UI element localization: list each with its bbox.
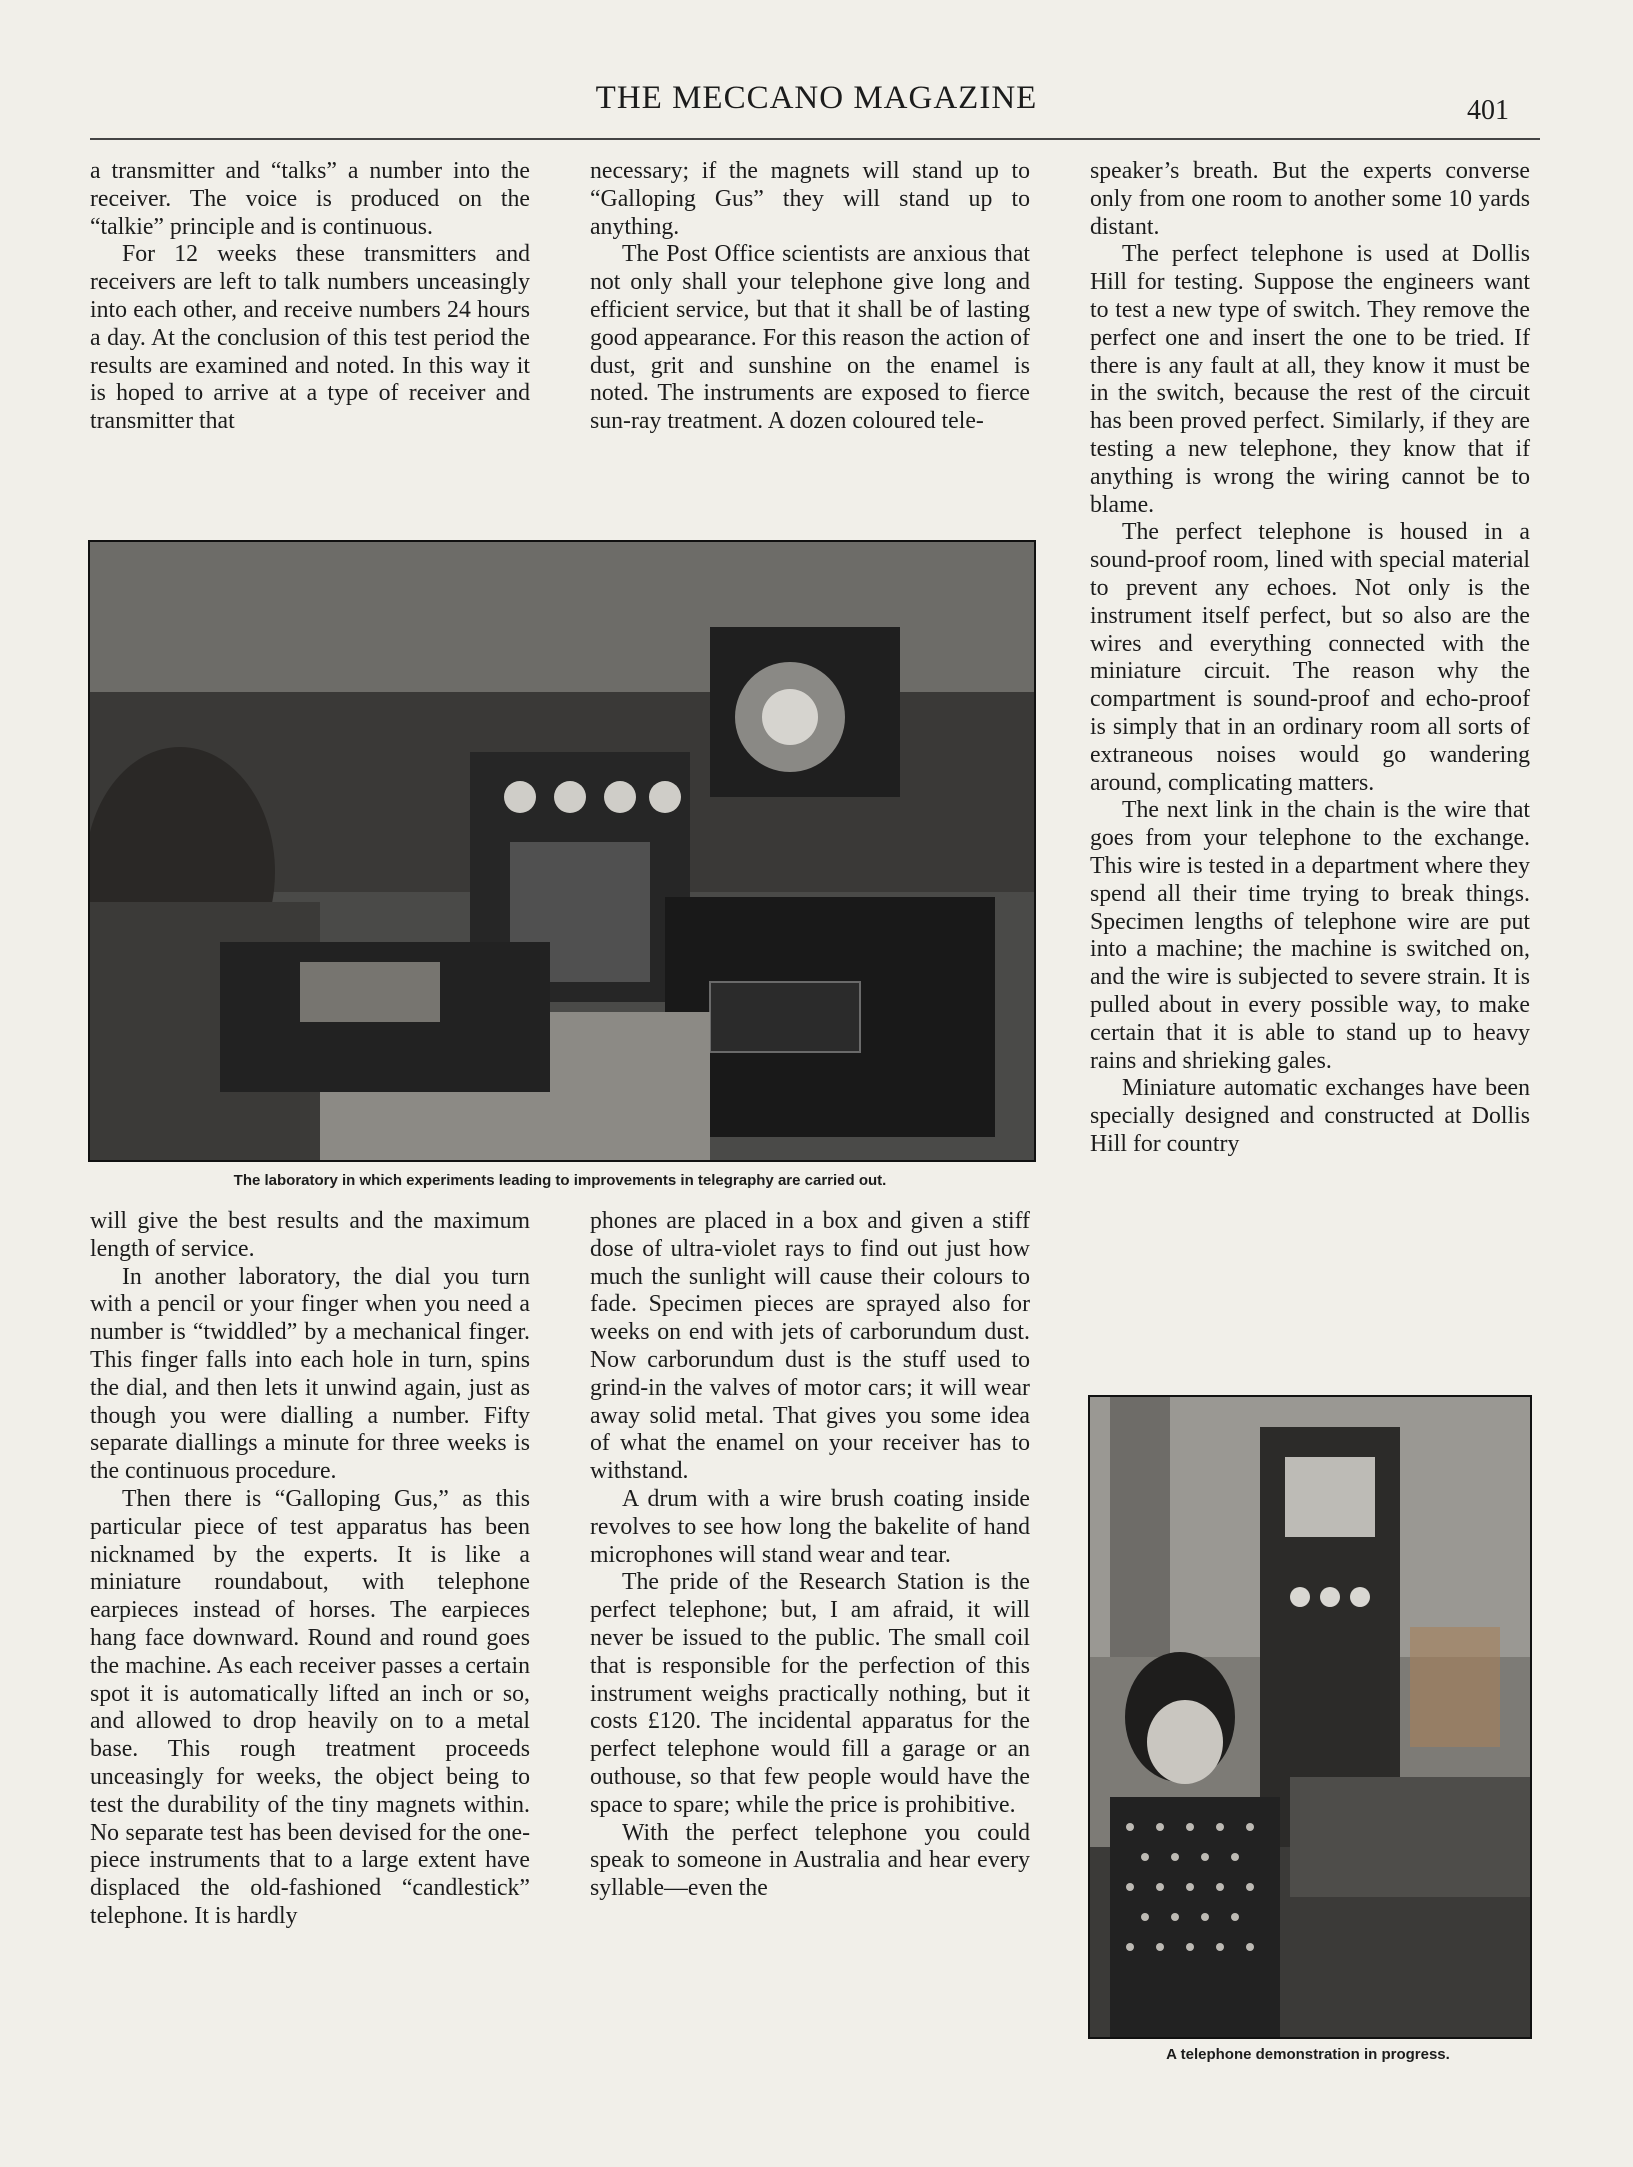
paragraph: The next link in the chain is the wire that goes from your telephone to the exchange. This wire is tested in a department where they spend all their time trying to break things. Specimen lengths of telephone wire are put into a machine; the machine is switched on, and the wire is subjected to severe strain. It is pulled about in every possible way, to make certain that it is able to stand up to heavy rains and shrieking gales. [1090, 797, 1530, 1074]
paragraph: The Post Office scientists are anxious that not only shall your telephone give long and efficient service, but that it shall be of lasting good appearance. For this reason the action of dust, grit and sunshine on the enamel is noted. The instruments are exposed to fierce sun-ray treatment. A dozen coloured tele- [590, 241, 1030, 435]
column-2-top [590, 158, 1030, 436]
paragraph: The pride of the Research Station is the perfect telephone; but, I am afraid, it will never be issued to the public. The small coil that is responsible for the perfection of this instrument weighs practically nothing, but it costs £120. The incidental apparatus for the perfect telephone would fill a garage or an outhouse, so that few people would have the space to spare; while the price is prohibitive. [590, 1569, 1030, 1818]
paragraph: will give the best results and the maximum length of service. [90, 1208, 530, 1262]
paragraph: Then there is “Galloping Gus,” as this particular piece of test apparatus has been nicknamed by the experts. It is like a miniature roundabout, with telephone earpieces instead of horses. The earpieces hang face downward. Round and round goes the machine. As each receiver passes a certain spot it is automatically lifted an inch or so, and allowed to drop heavily on to a metal base. This rough treatment proceeds unceasingly for weeks, the object being to test the durability of the tiny magnets within. No separate test has been devised for the one-piece instruments that to a large extent have displaced the old-fashioned “candlestick” telephone. It is hardly [90, 1485, 530, 1929]
telephone-demonstration-photo [1088, 1395, 1532, 2039]
demonstration-photo-graphic [1090, 1397, 1530, 2037]
page-number: 401 [1467, 95, 1509, 126]
column-2-bottom [590, 1208, 1030, 1903]
paragraph: phones are placed in a box and given a stiff dose of ultra-violet rays to find out just how much the sunlight will cause their colours to fade. Specimen pieces are sprayed also for weeks on end with jets of carborundum dust. Now carborundum dust is the stuff used to grind-in the valves of motor cars; it will wear away solid metal. That gives you some idea of what the enamel on your receiver has to withstand. [590, 1208, 1030, 1485]
paragraph: The perfect telephone is housed in a sound-proof room, lined with special material to prevent any echoes. Not only is the instrument itself perfect, but so also are the wires and everything connected with the miniature circuit. The reason why the compartment is sound-proof and echo-proof is simply that in an ordinary room all sorts of extraneous noises would go wandering around, complicating matters. [1090, 519, 1530, 796]
laboratory-photo-caption: The laboratory in which experiments leading to improvements in telegraphy are carried out. [233, 1172, 887, 1189]
column-1-bottom [90, 1208, 530, 1931]
page-header-title: THE MECCANO MAGAZINE [595, 80, 1038, 116]
laboratory-photo [88, 540, 1036, 1162]
column-3 [1090, 158, 1530, 1159]
paragraph: With the perfect telephone you could speak to someone in Australia and hear every syllable—even the [590, 1819, 1030, 1902]
demonstration-photo-caption: A telephone demonstration in progress. [1166, 2046, 1450, 2063]
paragraph: In another laboratory, the dial you turn with a pencil or your finger when you need a number is “twiddled” by a mechanical finger. This finger falls into each hole in turn, spins the dial, and then lets it unwind again, just as though you were dialling a number. Fifty separate diallings a minute for three weeks is the continuous procedure. [90, 1263, 530, 1485]
paragraph: For 12 weeks these transmitters and receivers are left to talk numbers unceasingly into each other, and receive numbers 24 hours a day. At the conclusion of this test period the results are examined and noted. In this way it is hoped to arrive at a type of receiver and transmitter that [90, 241, 530, 435]
paragraph: necessary; if the magnets will stand up to “Galloping Gus” they will stand up to anything. [590, 158, 1030, 240]
laboratory-photo-graphic [90, 542, 1034, 1160]
paragraph: The perfect telephone is used at Dollis Hill for testing. Suppose the engineers want to test a new type of switch. They remove the perfect one and insert the one to be tried. If there is any fault at all, they know it must be in the switch, because the rest of the circuit has been proved perfect. Similarly, if they are testing a new telephone, they know that if anything is wrong the wiring cannot be to blame. [1090, 241, 1530, 518]
paragraph: speaker’s breath. But the experts converse only from one room to another some 10 yards distant. [1090, 158, 1530, 240]
paragraph: A drum with a wire brush coating inside revolves to see how long the bakelite of hand microphones will stand wear and tear. [590, 1485, 1030, 1568]
paragraph: Miniature automatic exchanges have been specially designed and constructed at Dollis Hill for country [1090, 1075, 1530, 1157]
header-divider [90, 138, 1540, 140]
paragraph: a transmitter and “talks” a number into the receiver. The voice is produced on the “talkie” principle and is continuous. [90, 158, 530, 240]
column-1-top [90, 158, 530, 436]
